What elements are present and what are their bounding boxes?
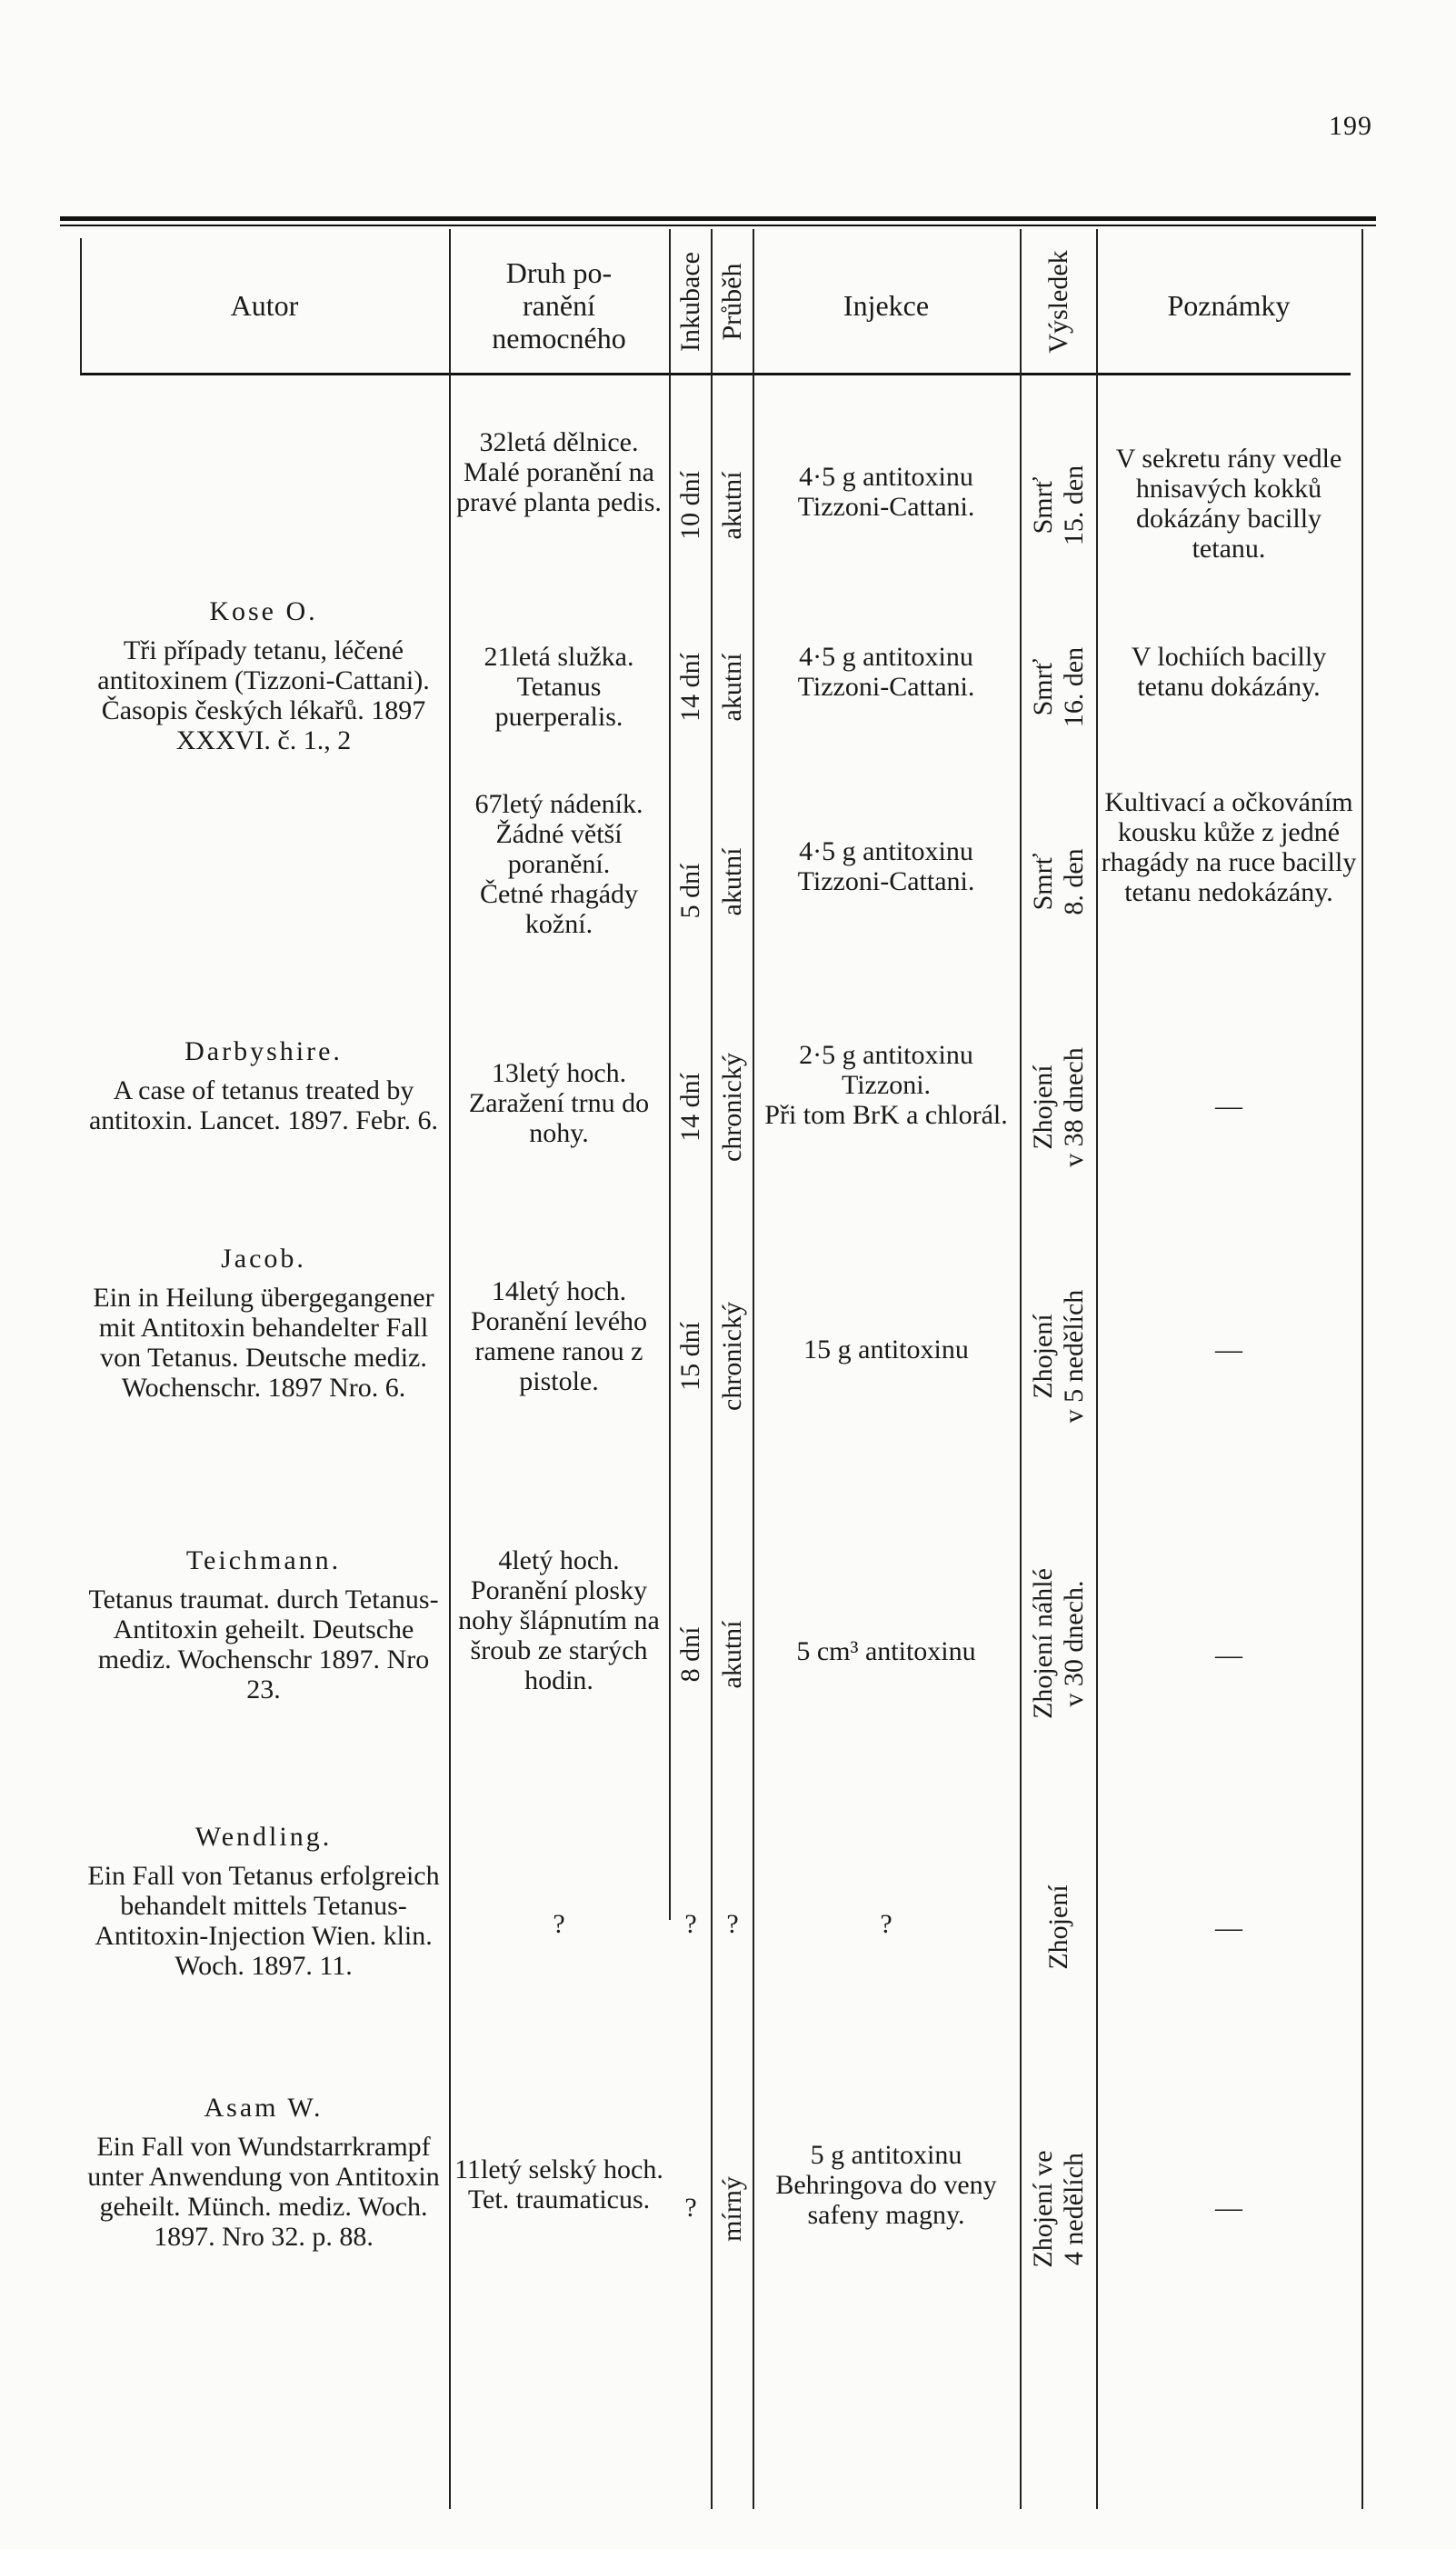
druh-cell: 67letý nádeník. Žádné větší poranění. Četné rhagády kožní. — [474, 789, 643, 939]
author-reference: A case of tetanus treated by antitoxin. Lancet. 1897. Febr. 6. — [88, 1075, 439, 1135]
injekce-cell: 4·5 g antitoxinu Tizzoni-Cattani. — [797, 836, 975, 896]
druh-cell: 14letý hoch. Poranění levého ramene ranou z pistole. — [470, 1276, 648, 1396]
header-injekce: Injekce — [843, 289, 930, 322]
poznamky-cell: — — [1215, 1640, 1242, 1670]
author-reference: Tři případy tetanu, léčené antitoxinem (Tizzoni-Cattani). Časopis českých lékařů. 1897 XXXVI. č. 1., 2 — [97, 635, 430, 755]
inkubace-cell: ? — [684, 2193, 697, 2223]
header-druh: Druh po- ranění nemocného — [492, 256, 626, 355]
author-cell — [84, 1036, 444, 1135]
vysledek-cell: Zhojení náhlé v 30 dnech. — [1028, 1568, 1089, 1719]
druh-cell: 13letý hoch. Zaražení trnu do nohy. — [468, 1058, 650, 1148]
author-name: Jacob. — [221, 1244, 306, 1274]
header-autor: Autor — [230, 289, 299, 322]
inkubace-cell: ? — [684, 1909, 697, 1939]
inkubace-cell: 14 dní — [675, 653, 705, 722]
author-name: Darbyshire. — [184, 1036, 343, 1066]
druh-cell: 11letý selský hoch. Tet. traumaticus. — [454, 2154, 663, 2214]
header-vysledek: Výsledek — [1043, 250, 1073, 354]
prubeh-cell: ? — [726, 1909, 739, 1939]
top-rule-thick — [60, 216, 1376, 221]
prubeh-cell: mírný — [717, 2176, 747, 2242]
poznamky-cell: V lochiích bacilly tetanu dokázány. — [1131, 642, 1327, 702]
author-cell — [84, 1545, 444, 1704]
inkubace-cell: 8 dní — [675, 1626, 705, 1683]
author-cell — [84, 1822, 444, 1981]
author-reference: Tetanus traumat. durch Tetanus-Antitoxin geheilt. Deutsche mediz. Wochenschr 1897. Nro 23. — [88, 1584, 439, 1704]
column-divider — [1020, 229, 1022, 2509]
author-name: Wendling. — [194, 1822, 333, 1852]
druh-cell: ? — [553, 1909, 565, 1939]
top-rule-thin — [60, 225, 1376, 226]
inkubace-cell: 15 dní — [675, 1322, 705, 1391]
poznamky-cell: — — [1215, 1091, 1242, 1121]
author-cell — [84, 1244, 444, 1403]
prubeh-cell: akutní — [717, 471, 747, 540]
header-rule — [80, 373, 1351, 375]
druh-cell: 21letá služka. Tetanus puerperalis. — [484, 642, 634, 732]
author-reference: Ein Fall von Tetanus erfolgreich behandelt mittels Tetanus-Antitoxin-Injection Wien. klin. Woch. 1897. 11. — [87, 1861, 440, 1981]
column-divider — [669, 229, 671, 1920]
author-reference: Ein in Heilung übergegangener mit Antitoxin behandelter Fall von Tetanus. Deutsche mediz. Wochenschr. 1897 Nro. 6. — [93, 1283, 434, 1403]
author-cell — [84, 2093, 444, 2252]
inkubace-cell: 5 dní — [675, 863, 705, 919]
author-reference: Ein Fall von Wundstarrkrampf unter Anwendung von Antitoxin geheilt. Münch. mediz. Woch. 1897. Nro 32. p. 88. — [87, 2132, 440, 2252]
vysledek-cell: Smrť 16. den — [1028, 646, 1089, 728]
poznamky-cell: V sekretu rány vedle hnisavých kokků dokázány bacilly tetanu. — [1115, 444, 1342, 564]
column-divider — [1096, 229, 1098, 2509]
header-inkubace: Inkubace — [675, 252, 705, 352]
author-cell — [84, 596, 444, 755]
druh-cell: 32letá dělnice. Malé poranění na pravé planta pedis. — [456, 427, 662, 517]
prubeh-cell: akutní — [717, 847, 747, 916]
poznamky-cell: Kultivací a očkováním kousku kůže z jedné rhagády na ruce bacilly tetanu nedokázány. — [1101, 787, 1357, 907]
injekce-cell: ? — [880, 1909, 893, 1939]
vysledek-cell: Zhojení — [1043, 1884, 1073, 1970]
author-name: Kose O. — [209, 596, 318, 626]
vysledek-cell: Smrť 8. den — [1028, 848, 1089, 915]
vysledek-cell: Zhojení v 5 nedělích — [1028, 1289, 1089, 1424]
page-number: 199 — [1329, 111, 1372, 141]
vysledek-cell: Smrť 15. den — [1028, 465, 1089, 546]
inkubace-cell: 14 dní — [675, 1073, 705, 1142]
column-divider — [711, 229, 713, 2509]
injekce-cell: 5 g antitoxinu Behringova do veny safeny magny. — [775, 2140, 997, 2230]
header-prubeh: Průběh — [717, 263, 747, 341]
poznamky-cell: — — [1215, 1913, 1242, 1943]
druh-cell: 4letý hoch. Poranění plosky nohy šlápnutím na šroub ze starých hodin. — [458, 1545, 660, 1695]
header-poznamky: Poznámky — [1167, 289, 1291, 322]
column-divider — [449, 229, 451, 2509]
injekce-cell: 4·5 g antitoxinu Tizzoni-Cattani. — [797, 462, 975, 522]
column-divider — [1361, 229, 1363, 2509]
prubeh-cell: akutní — [717, 653, 747, 722]
column-divider — [753, 229, 754, 2509]
injekce-cell: 4·5 g antitoxinu Tizzoni-Cattani. — [797, 642, 975, 702]
prubeh-cell: chronický — [717, 1302, 747, 1411]
author-name: Asam W. — [204, 2093, 324, 2123]
prubeh-cell: akutní — [717, 1620, 747, 1689]
injekce-cell: 5 cm³ antitoxinu — [796, 1636, 976, 1666]
inkubace-cell: 10 dní — [675, 471, 705, 540]
prubeh-cell: chronický — [717, 1053, 747, 1162]
poznamky-cell: — — [1215, 1334, 1242, 1364]
injekce-cell: 2·5 g antitoxinu Tizzoni. Při tom BrK a chlorál. — [764, 1040, 1008, 1130]
vysledek-cell: Zhojení ve 4 nedělích — [1028, 2150, 1089, 2268]
injekce-cell: 15 g antitoxinu — [803, 1334, 969, 1364]
poznamky-cell: — — [1215, 2193, 1242, 2223]
vysledek-cell: Zhojení v 38 dnech — [1028, 1047, 1089, 1167]
author-name: Teichmann. — [185, 1545, 342, 1575]
